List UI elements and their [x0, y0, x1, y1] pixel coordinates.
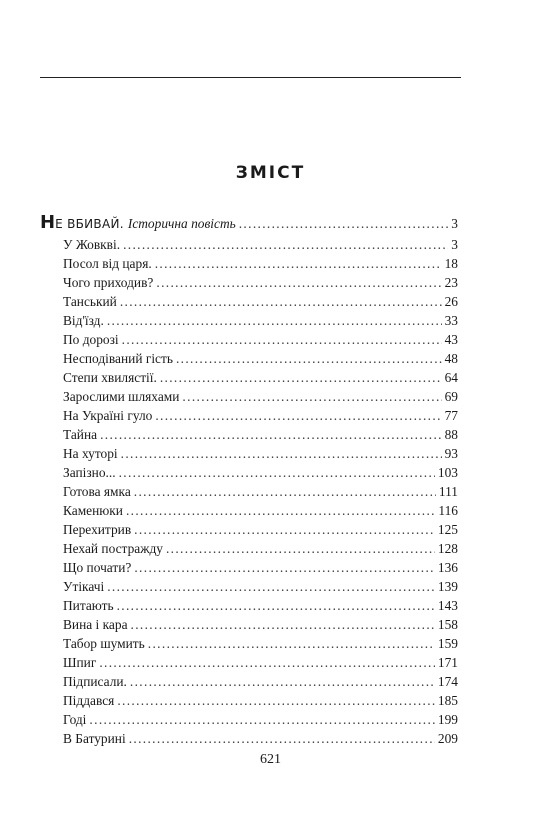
toc-entry-label: Посол від царя. — [63, 256, 152, 271]
toc-entry-label: Перехитрив — [63, 522, 132, 537]
toc-entry[interactable] — [40, 387, 458, 406]
toc-entry-label: На хуторі — [63, 446, 118, 461]
toc-entry[interactable] — [40, 501, 458, 520]
toc-entry-label: Чого приходив? — [63, 275, 154, 290]
toc-entry-label: Нехай постраждy — [63, 541, 163, 556]
toc-entry-label: Підписали. — [63, 674, 127, 689]
toc-entry[interactable] — [40, 368, 458, 387]
toc-entry-label: Готова ямка — [63, 484, 131, 499]
toc-entry-label: У Жовкві. — [63, 237, 121, 252]
leader-dots — [156, 273, 441, 292]
toc-page-number: 77 — [444, 408, 458, 423]
toc-page-number: 158 — [437, 617, 458, 632]
toc-entry-label: Що почати? — [63, 560, 132, 575]
toc-entry[interactable] — [40, 235, 458, 254]
toc-entry[interactable] — [40, 539, 458, 558]
toc-entry-label: Піддався — [63, 693, 115, 708]
toc-page-number: 136 — [437, 560, 458, 575]
toc-page-number: 209 — [437, 731, 458, 746]
toc-entry-label: Несподіваний гість — [63, 351, 173, 366]
toc-entry[interactable] — [40, 311, 458, 330]
toc-page-number: 174 — [437, 674, 458, 689]
toc-page-number: 23 — [444, 275, 458, 290]
toc-page-number: 69 — [444, 389, 458, 404]
toc-entry[interactable] — [40, 482, 458, 501]
toc-entry[interactable] — [40, 577, 458, 596]
toc-entry-label: Годі — [63, 712, 87, 727]
toc-entries — [40, 235, 458, 748]
toc-entry[interactable] — [40, 406, 458, 425]
toc-page-number: 103 — [437, 465, 458, 480]
toc-entry[interactable] — [40, 444, 458, 463]
leader-dots — [123, 235, 448, 254]
toc-page-number: 128 — [437, 541, 458, 556]
toc-entry[interactable] — [40, 254, 458, 273]
toc-main-label — [40, 213, 236, 234]
toc-page-number: 18 — [444, 256, 458, 271]
toc-page-number: 199 — [437, 712, 458, 727]
leader-dots — [134, 520, 435, 539]
toc-page-number: 125 — [437, 522, 458, 537]
toc-entry-label: Зарослими шляхами — [63, 389, 180, 404]
toc-main-entry[interactable] — [40, 213, 458, 235]
leader-dots — [155, 406, 441, 425]
toc-entry-label: Степи хвилястії. — [63, 370, 157, 385]
toc-page-number: 139 — [437, 579, 458, 594]
toc-page-number: 143 — [437, 598, 458, 613]
toc-page-number: 48 — [444, 351, 458, 366]
toc-entry-label: В Батурині — [63, 731, 126, 746]
leader-dots — [117, 596, 435, 615]
toc-page-number: 88 — [444, 427, 458, 442]
leader-dots — [131, 615, 435, 634]
toc-entry-label: Табор шумить — [63, 636, 145, 651]
toc-entry-label: Танський — [63, 294, 117, 309]
folio: 621 — [260, 752, 281, 767]
leader-dots — [117, 691, 435, 710]
top-rule — [40, 77, 461, 78]
leader-dots — [119, 463, 435, 482]
leader-dots — [176, 349, 442, 368]
toc-entry-label: Питають — [63, 598, 114, 613]
leader-dots — [130, 672, 435, 691]
toc-entry[interactable] — [40, 520, 458, 539]
toc-page-number: 111 — [438, 484, 458, 499]
toc-entry-label: На Україні гуло — [63, 408, 153, 423]
toc-page-number: 93 — [444, 446, 458, 461]
main-title-rest: Е ВБИВАЙ. — [55, 217, 124, 231]
leader-dots — [182, 387, 441, 406]
toc-page-number: 159 — [437, 636, 458, 651]
page-title: ЗМІСТ — [235, 163, 306, 183]
leader-dots — [99, 653, 435, 672]
leader-dots — [107, 311, 442, 330]
toc-page-number: 171 — [437, 655, 458, 670]
leader-dots — [100, 425, 442, 444]
leader-dots — [107, 577, 435, 596]
toc-entry-label: Каменюки — [63, 503, 123, 518]
toc-entry-label: Утікачі — [63, 579, 105, 594]
toc-entry[interactable] — [40, 653, 458, 672]
toc-entry[interactable] — [40, 463, 458, 482]
table-of-contents — [40, 213, 458, 748]
toc-entry-label: Вина і кара — [63, 617, 128, 632]
toc-entry[interactable] — [40, 596, 458, 615]
leader-dots — [121, 444, 442, 463]
toc-entry[interactable] — [40, 710, 458, 729]
leader-dots — [239, 214, 449, 233]
drop-cap: Н — [40, 212, 56, 233]
toc-entry[interactable] — [40, 425, 458, 444]
leader-dots — [120, 292, 442, 311]
toc-entry[interactable] — [40, 330, 458, 349]
leader-dots — [122, 330, 442, 349]
toc-page-number: 116 — [438, 503, 458, 518]
toc-page-number: 43 — [444, 332, 458, 347]
leader-dots — [160, 368, 442, 387]
toc-entry[interactable] — [40, 634, 458, 653]
toc-entry[interactable] — [40, 273, 458, 292]
toc-entry-label: Від'їзд. — [63, 313, 104, 328]
main-subtitle: Історична повість — [127, 216, 236, 231]
leader-dots — [155, 254, 442, 273]
toc-page-number: 64 — [444, 370, 458, 385]
leader-dots — [89, 710, 434, 729]
toc-entry-label: По дорозі — [63, 332, 119, 347]
toc-entry-label: Шпиг — [63, 655, 97, 670]
toc-entry[interactable] — [40, 672, 458, 691]
leader-dots — [134, 558, 435, 577]
toc-page-number: 3 — [451, 237, 458, 252]
toc-entry[interactable] — [40, 729, 458, 748]
toc-page-number: 33 — [444, 313, 458, 328]
toc-entry[interactable] — [40, 558, 458, 577]
toc-entry-label: Тайна — [63, 427, 98, 442]
toc-page-number: 3 — [451, 216, 458, 231]
toc-entry[interactable] — [40, 349, 458, 368]
leader-dots — [134, 482, 436, 501]
toc-page-number: 185 — [437, 693, 458, 708]
leader-dots — [166, 539, 435, 558]
leader-dots — [148, 634, 435, 653]
toc-page-number: 26 — [444, 294, 458, 309]
toc-entry[interactable] — [40, 691, 458, 710]
toc-entry-label: Запізно... — [63, 465, 116, 480]
leader-dots — [129, 729, 435, 748]
toc-entry[interactable] — [40, 292, 458, 311]
leader-dots — [126, 501, 435, 520]
toc-entry[interactable] — [40, 615, 458, 634]
